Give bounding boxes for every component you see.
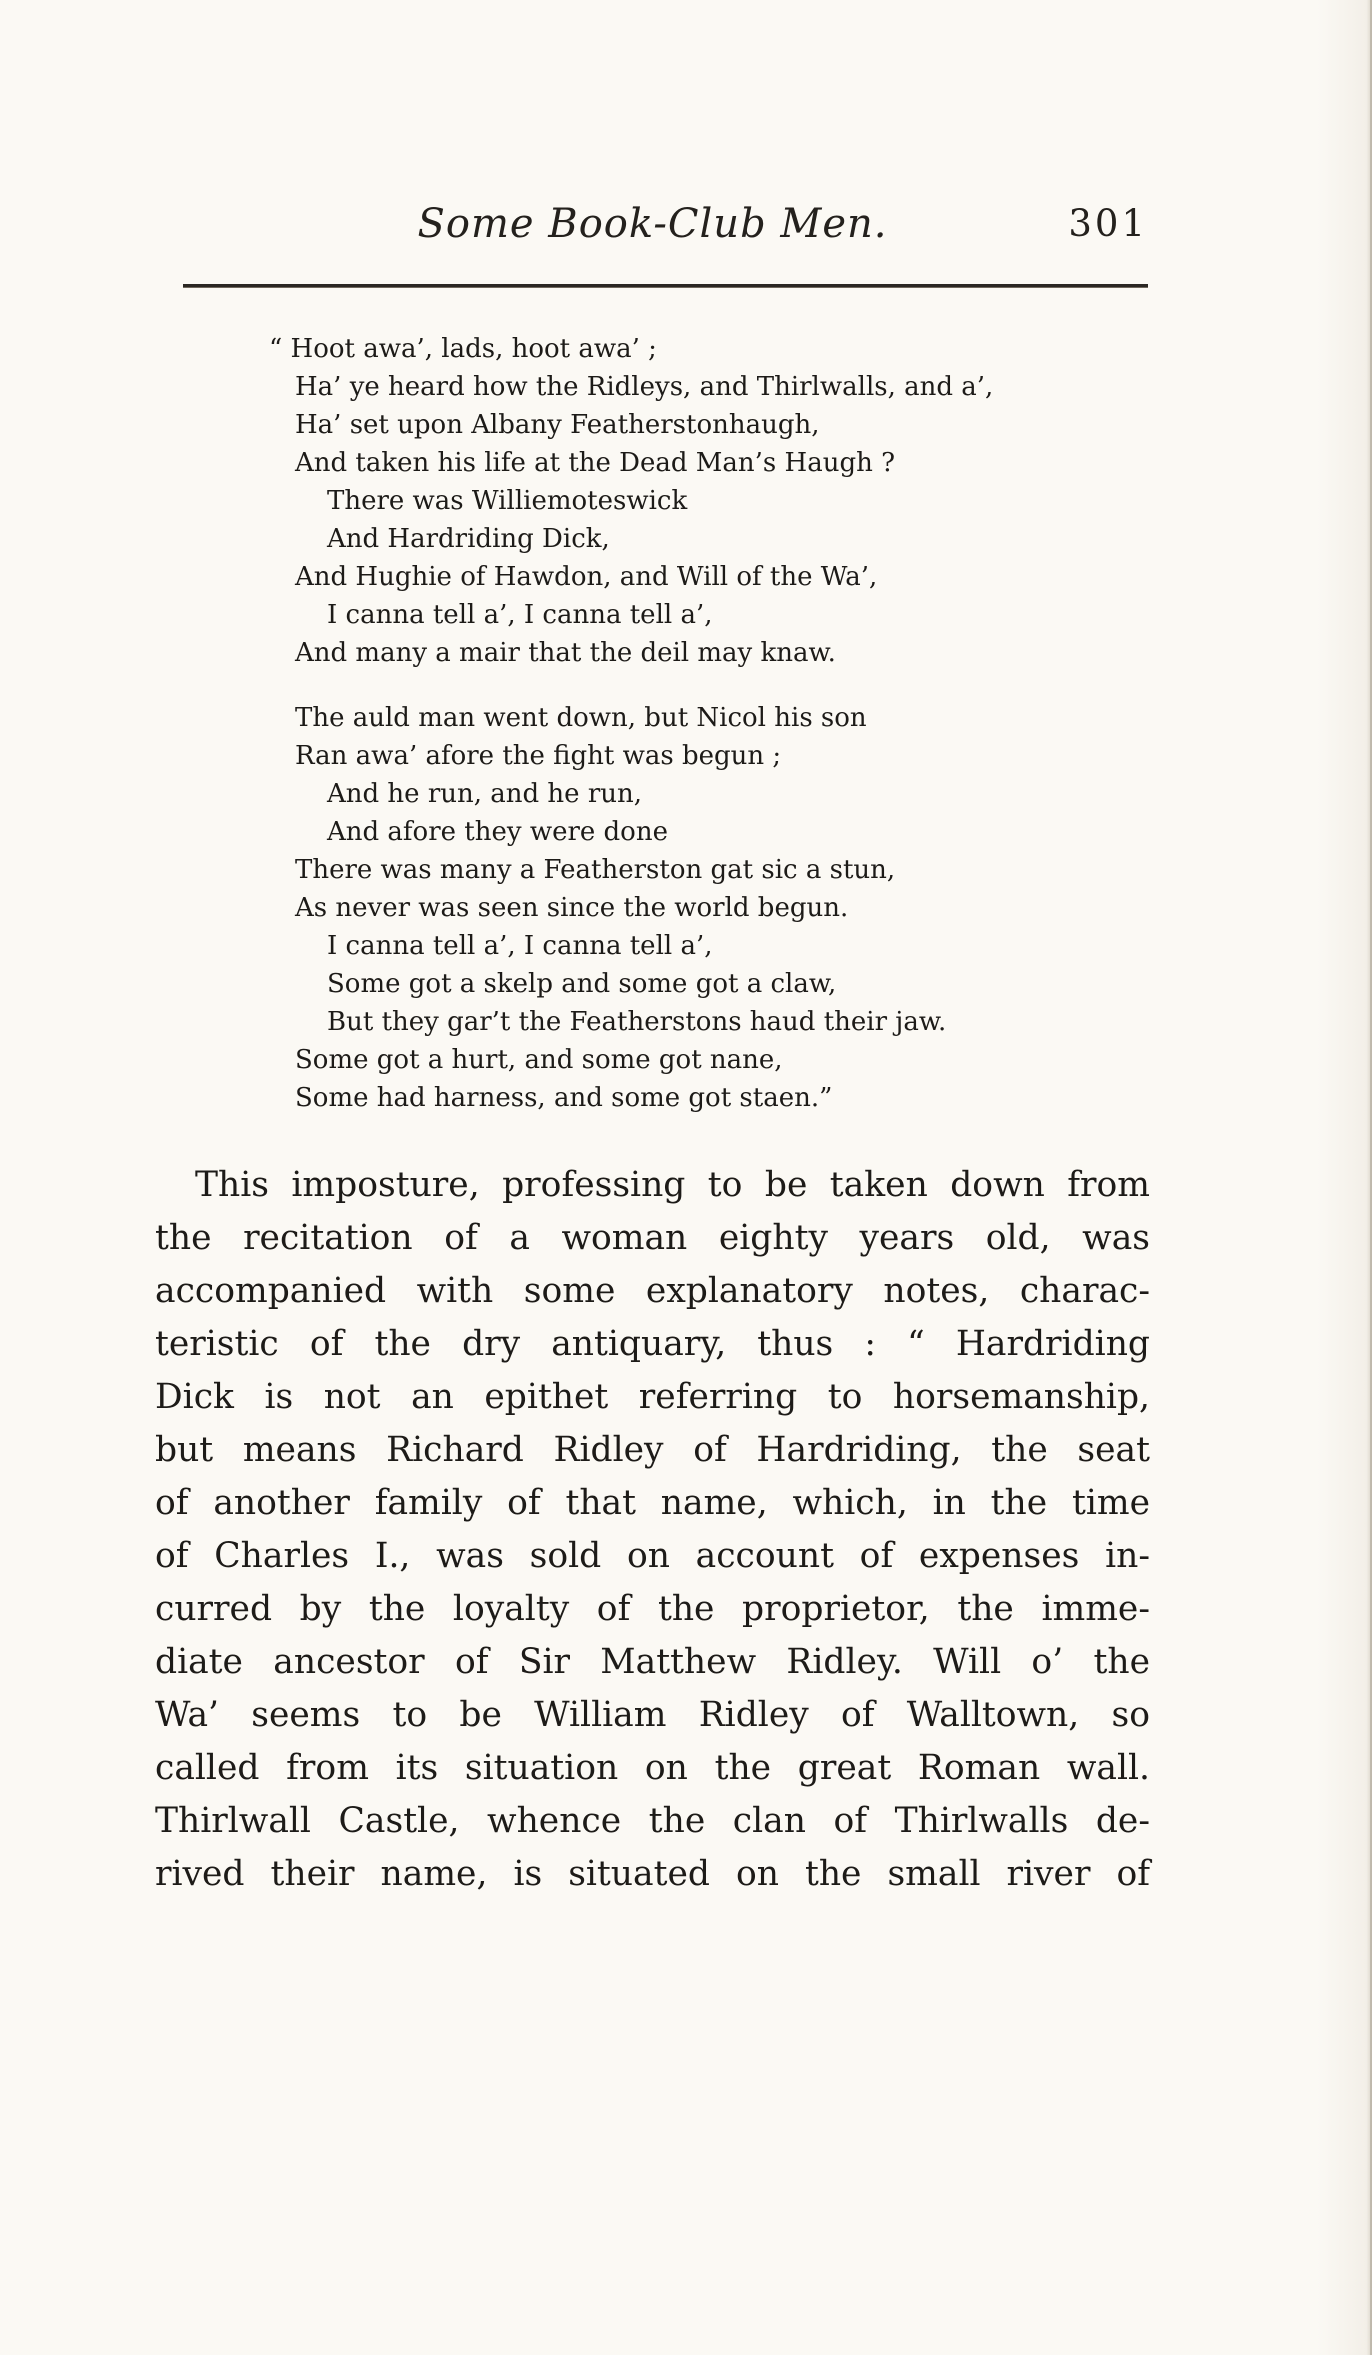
paragraph-line: of another family of that name, which, in the time (155, 1483, 1150, 1523)
page-header (155, 0, 1150, 250)
poem-line: Ha’ set upon Albany Featherstonhaugh, (295, 410, 820, 440)
poem-line: I canna tell a’, I canna tell a’, (327, 600, 713, 630)
paragraph-line: Dick is not an epithet referring to horsemanship, (155, 1377, 1150, 1417)
poem-line: And Hardriding Dick, (327, 524, 610, 554)
poem-line: There was Williemoteswick (327, 486, 688, 516)
page-title: Some Book-Club Men. (417, 201, 888, 247)
header-rule (183, 284, 1148, 288)
paragraph-line: of Charles I., was sold on account of expenses in- (155, 1536, 1150, 1576)
poem-line: But they gar’t the Featherstons haud their jaw. (327, 1007, 947, 1037)
text-block (155, 0, 1150, 1901)
poem-line: And Hughie of Hawdon, and Will of the Wa’, (295, 562, 878, 592)
poem-line: And taken his life at the Dead Man’s Haugh ? (295, 448, 896, 478)
page-number: 301 (1068, 202, 1148, 245)
paragraph-line: rived their name, is situated on the small river of (155, 1854, 1150, 1894)
paragraph-line: but means Richard Ridley of Hardriding, the seat (155, 1430, 1150, 1470)
poem-line: The auld man went down, but Nicol his son (295, 703, 867, 733)
poem-line: “ Hoot awa’, lads, hoot awa’ ; (269, 334, 657, 364)
paragraph-line: the recitation of a woman eighty years old, was (155, 1218, 1150, 1258)
paragraph-line: teristic of the dry antiquary, thus : “ Hardriding (155, 1324, 1150, 1364)
poem-line: Some got a skelp and some got a claw, (327, 969, 837, 999)
poem-line: Some got a hurt, and some got nane, (295, 1045, 783, 1075)
poem-line: And afore they were done (327, 817, 668, 847)
poem-line: And many a mair that the deil may knaw. (295, 638, 836, 668)
poem-line: I canna tell a’, I canna tell a’, (327, 931, 713, 961)
poem-stanza-2 (269, 699, 1150, 1117)
paragraph-line: Thirlwall Castle, whence the clan of Thirlwalls de- (155, 1801, 1150, 1841)
poem-line: There was many a Featherston gat sic a stun, (295, 855, 896, 885)
prose-paragraph (155, 1159, 1150, 1901)
poem-line: And he run, and he run, (327, 779, 643, 809)
poem-line: As never was seen since the world begun. (295, 893, 849, 923)
paragraph-line: called from its situation on the great Roman wall. (155, 1748, 1150, 1788)
poem-line: Ha’ ye heard how the Ridleys, and Thirlwalls, and a’, (295, 372, 994, 402)
paragraph-line: This imposture, professing to be taken down from (195, 1165, 1150, 1205)
poem (269, 330, 1150, 1117)
poem-line: Some had harness, and some got staen.” (295, 1083, 833, 1113)
paragraph-line: curred by the loyalty of the proprietor, the imme- (155, 1589, 1150, 1629)
poem-stanza-1 (269, 330, 1150, 672)
poem-line: Ran awa’ afore the fight was begun ; (295, 741, 782, 771)
paragraph-line: accompanied with some explanatory notes, charac- (155, 1271, 1150, 1311)
paragraph-line: diate ancestor of Sir Matthew Ridley. Will o’ the (155, 1642, 1150, 1682)
paragraph-line: Wa’ seems to be William Ridley of Walltown, so (155, 1695, 1150, 1735)
